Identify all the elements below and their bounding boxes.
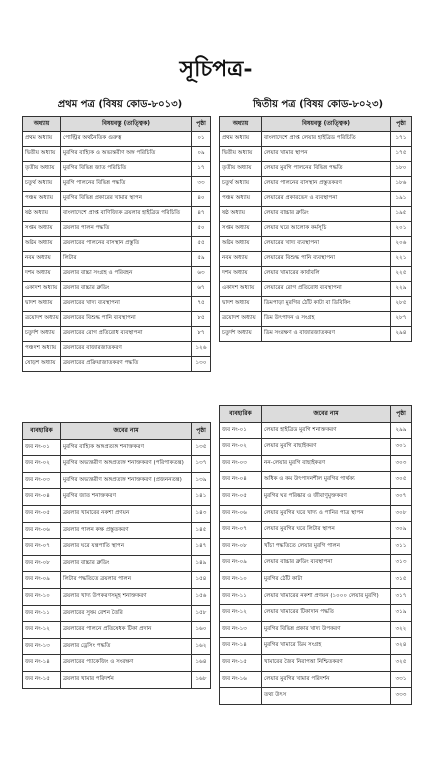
row-page: ১৩৭ [192, 456, 211, 473]
row-topic: লেয়ার বাচ্চার ব্রুডিং [262, 207, 391, 222]
row-page: ১৬৮ [192, 671, 211, 688]
row-topic: লেয়ার মুরগির ঘরে লিটার স্থাপন [262, 522, 391, 539]
row-topic: লেয়ার খামারের নকশা প্রণয়ন (১০০০ লেয়ার মুরগি) [262, 588, 391, 605]
row-page: ১৪৯ [192, 555, 211, 572]
row-topic: ব্রয়লারের বাজারজাতকরণ [61, 342, 192, 357]
row-chapter: জব নং-১৪ [220, 638, 262, 655]
row-topic: ডিম সংরক্ষণ ও বাজারজাতকরণ [262, 327, 391, 342]
paper1-heading: প্রথম পত্র (বিষয় কোড-৮০১৩) [57, 99, 183, 110]
table-row [220, 237, 412, 252]
table-row [23, 252, 211, 267]
row-page: ২৯৪ [391, 327, 412, 342]
row-page: ১৭৫ [391, 147, 412, 162]
row-topic: ব্রয়লার বাচ্চার ব্রুডিং [61, 555, 192, 572]
table-header-row [23, 117, 211, 132]
row-topic: ব্রয়লার ড্রেসিং পদ্ধতি [61, 638, 192, 655]
row-page: ৮৫ [192, 312, 211, 327]
table-row [23, 222, 211, 237]
row-topic: মুরগির ঘর পরিষ্কার ও জীবাণুমুক্তকরণ [262, 488, 391, 505]
row-chapter: দশম অধ্যায় [220, 267, 262, 282]
row-topic: ব্রয়লারের বিশুদ্ধ পানি ব্যবস্থাপনা [61, 312, 192, 327]
row-page: ২৮৫ [391, 297, 412, 312]
table-header-row [23, 423, 211, 440]
row-page: ৩১৩ [391, 555, 412, 572]
row-chapter [220, 688, 262, 705]
row-chapter: জব নং-১২ [220, 605, 262, 622]
row-page: ৩০৮ [391, 505, 412, 522]
table-row [220, 422, 412, 439]
paper1-practical-table [22, 422, 211, 689]
row-topic: মুরগি পালনের বিভিন্ন পদ্ধতি [61, 177, 192, 192]
row-page: ৩১১ [391, 538, 412, 555]
row-chapter: প্রথম অধ্যায় [23, 132, 61, 147]
row-chapter: একাদশ অধ্যায় [23, 282, 61, 297]
row-chapter: ষোড়শ অধ্যায় [23, 357, 61, 372]
row-topic: মুরগির ঠোঁট কাটা [262, 571, 391, 588]
column-header-page: পৃষ্ঠা [391, 406, 412, 423]
row-chapter: চতুর্দশ অধ্যায় [220, 327, 262, 342]
row-chapter: জব নং-০৭ [23, 539, 61, 556]
table-row [220, 132, 412, 147]
row-topic: মুরগির বিভিন্ন প্রকার খাদ্য উপকরণ [262, 621, 391, 638]
row-topic: ব্রয়লার পালন পদ্ধতি [61, 222, 192, 237]
row-page: ০৯ [192, 147, 211, 162]
row-page: ৬৩ [192, 267, 211, 282]
row-chapter: জব নং-০৩ [220, 455, 262, 472]
table-row [23, 671, 211, 688]
table-row [220, 297, 412, 312]
row-page: ৩২২ [391, 621, 412, 638]
row-page: ১৮৬ [391, 177, 412, 192]
table-row [23, 327, 211, 342]
row-chapter: জব নং-০৪ [220, 472, 262, 489]
row-chapter: জব নং-০৬ [220, 505, 262, 522]
row-chapter: জব নং-১৩ [220, 621, 262, 638]
row-chapter: জব নং-০৩ [23, 472, 61, 489]
row-topic: ব্রয়লার বাচ্চার ব্রুডিং [61, 282, 192, 297]
column-header-topic: জবের নাম [61, 423, 192, 440]
row-page: ৩০১ [391, 439, 412, 456]
row-topic: মুরগির অভ্যন্তরীণ অঙ্গপ্রত্যঙ্গ শনাক্তকরণ (পরিপাকতন্ত্র) [61, 456, 192, 473]
row-chapter: দ্বাদশ অধ্যায় [220, 297, 262, 312]
table-row [220, 267, 412, 282]
row-topic: মুরগির বিভিন্ন প্রকারের খামার স্থাপন [61, 192, 192, 207]
row-topic: মুরগির অভ্যন্তরীণ অঙ্গপ্রত্যঙ্গ শনাক্তকরণ (প্রজননতন্ত্র) [61, 472, 192, 489]
table-row [220, 488, 412, 505]
row-topic: ব্রয়লারের রোগ প্রতিরোধ ব্যবস্থাপনা [61, 327, 192, 342]
table-row [23, 522, 211, 539]
column-header-topic: জবের নাম [262, 406, 391, 423]
row-page: ২০১ [391, 222, 412, 237]
row-topic: নন-লেয়ার মুরগি বাছাইকরণ [262, 455, 391, 472]
row-topic: মুরগির বাহ্যিক অঙ্গপ্রত্যঙ্গ শনাক্তকরণ [61, 439, 192, 456]
paper2-heading: দ্বিতীয় পত্র (বিষয় কোড-৮০২৩) [252, 99, 384, 110]
table-row [220, 222, 412, 237]
page-title: সূচিপত্র- [179, 56, 253, 82]
row-page: ১৫৮ [192, 605, 211, 622]
row-page: ১৬০ [192, 622, 211, 639]
table-row [23, 297, 211, 312]
row-page: ২২৫ [391, 267, 412, 282]
table-row [23, 312, 211, 327]
row-chapter: জব নং-১৫ [23, 671, 61, 688]
row-chapter: সপ্তম অধ্যায় [220, 222, 262, 237]
row-page: ৫০ [192, 222, 211, 237]
table-row [220, 192, 412, 207]
row-chapter: তৃতীয় অধ্যায় [220, 162, 262, 177]
row-page: ৩০৯ [391, 522, 412, 539]
row-chapter: জব নং-১১ [220, 588, 262, 605]
row-page: ৩০৭ [391, 488, 412, 505]
row-chapter: জব নং-০২ [23, 456, 61, 473]
row-page: ১৬২ [192, 638, 211, 655]
row-chapter: জব নং-০৯ [220, 555, 262, 572]
row-chapter: জব নং-০৮ [23, 555, 61, 572]
table-header-row [220, 406, 412, 423]
row-chapter: জব নং-০৫ [23, 505, 61, 522]
column-header-chapter: ব্যবহারিক [23, 423, 61, 440]
row-chapter: জব নং-১৩ [23, 638, 61, 655]
row-page: ১৩৯ [192, 472, 211, 489]
row-topic: অধিক ও কম উৎপাদনশীল মুরগির পার্থক্য [262, 472, 391, 489]
row-topic: ব্রয়লারের পালনে প্রতিষেধক টিকা প্রদান [61, 622, 192, 639]
row-topic: ব্রয়লার পালন কক্ষ প্রস্তুতকরণ [61, 522, 192, 539]
table-row [23, 638, 211, 655]
row-topic: ব্রয়লারের প্রক্রিয়াজাতকরণ পদ্ধতি [61, 357, 192, 372]
row-topic: ডিম উৎপাদন ও সংগ্রহ [262, 312, 391, 327]
row-topic: লেয়ারের বিশুদ্ধ পানি ব্যবস্থাপনা [262, 252, 391, 267]
row-topic: লেয়ারের প্রকারভেদ ও ব্যবস্থাপনা [262, 192, 391, 207]
table-row [23, 472, 211, 489]
table-row [23, 162, 211, 177]
row-topic: ব্রয়লার খাদ্য উপকরণসমূহ শনাক্তকরণ [61, 588, 192, 605]
table-row [23, 622, 211, 639]
row-page: ০১ [192, 132, 211, 147]
table-row [220, 638, 412, 655]
table-row [220, 588, 412, 605]
row-chapter: অষ্টম অধ্যায় [220, 237, 262, 252]
row-topic: লিটার [61, 252, 192, 267]
table-row [23, 192, 211, 207]
row-topic: মুরগির বাহ্যিক ও অভ্যন্তরীণ অঙ্গ পরিচিতি [61, 147, 192, 162]
table-row [23, 572, 211, 589]
table-row [23, 177, 211, 192]
row-topic: লেয়ার মুরগি বাছাইকরণ [262, 439, 391, 456]
row-page: ১৪৫ [192, 522, 211, 539]
row-chapter: দ্বাদশ অধ্যায় [23, 297, 61, 312]
column-header-chapter: অধ্যায় [220, 117, 262, 132]
row-chapter: জব নং-০২ [220, 439, 262, 456]
table-row [23, 147, 211, 162]
row-page: ১৯১ [391, 192, 412, 207]
row-page: ২২৯ [391, 282, 412, 297]
table-row [23, 342, 211, 357]
row-topic: মুরগির জাত শনাক্তকরণ [61, 489, 192, 506]
row-topic: লেয়ার ঘরে আলোক কর্মসূচি [262, 222, 391, 237]
row-topic: ডিমপাড়া মুরগির ঠোঁট কাটা বা ডিবিকিং [262, 297, 391, 312]
table-row [220, 472, 412, 489]
row-page: ৩৩ [192, 177, 211, 192]
row-chapter: পঞ্চদশ অধ্যায় [23, 342, 61, 357]
table-header-row [220, 117, 412, 132]
row-topic: ব্রয়লার খামারের নকশা প্রণয়ন [61, 505, 192, 522]
table-row [220, 162, 412, 177]
row-chapter: একাদশ অধ্যায় [220, 282, 262, 297]
table-row [23, 588, 211, 605]
table-row [220, 312, 412, 327]
table-row [23, 555, 211, 572]
column-header-topic: বিষয়বস্তু (তাত্ত্বিক) [262, 117, 391, 132]
row-page: ১৭ [192, 162, 211, 177]
row-topic: লেয়ারের খাদ্য ব্যবস্থাপনা [262, 237, 391, 252]
row-chapter: চতুর্থ অধ্যায় [23, 177, 61, 192]
row-page: ৬৭ [192, 282, 211, 297]
column-header-page: পৃষ্ঠা [391, 117, 412, 132]
row-page: ১৩৫ [192, 439, 211, 456]
row-chapter: জব নং-০৫ [220, 488, 262, 505]
row-page: ১৭১ [391, 132, 412, 147]
row-topic: লেয়ার হাইব্রিড মুরগি শনাক্তকরণ [262, 422, 391, 439]
table-row [23, 132, 211, 147]
table-row [23, 489, 211, 506]
row-page: ২৮৭ [391, 312, 412, 327]
row-chapter: পঞ্চম অধ্যায় [23, 192, 61, 207]
row-page: ৩১৯ [391, 605, 412, 622]
table-row [23, 267, 211, 282]
row-chapter: সপ্তম অধ্যায় [23, 222, 61, 237]
table-row [220, 522, 412, 539]
row-chapter: জব নং-০৬ [23, 522, 61, 539]
row-chapter: জব নং-০৭ [220, 522, 262, 539]
table-row [23, 605, 211, 622]
row-page: ১৮০ [391, 162, 412, 177]
table-row [23, 357, 211, 372]
row-chapter: ষষ্ঠ অধ্যায় [220, 207, 262, 222]
table-row [220, 327, 412, 342]
table-row [23, 237, 211, 252]
table-row [220, 439, 412, 456]
row-page: ১৫৬ [192, 588, 211, 605]
row-chapter: জব নং-০৮ [220, 538, 262, 555]
row-chapter: জব নং-১০ [220, 571, 262, 588]
row-page: ৪০ [192, 192, 211, 207]
table-row [220, 505, 412, 522]
row-chapter: জব নং-১৪ [23, 655, 61, 672]
row-chapter: দ্বিতীয় অধ্যায় [220, 147, 262, 162]
row-topic: ব্রয়লার খামার পরিদর্শন [61, 671, 192, 688]
table-row [23, 539, 211, 556]
column-header-chapter: অধ্যায় [23, 117, 61, 132]
paper1-theory-table [22, 116, 211, 372]
row-chapter: দ্বিতীয় অধ্যায় [23, 147, 61, 162]
row-chapter: চতুর্থ অধ্যায় [220, 177, 262, 192]
row-chapter: জব নং-০১ [23, 439, 61, 456]
table-row [220, 282, 412, 297]
row-chapter: অষ্টম অধ্যায় [23, 237, 61, 252]
row-topic: লেয়ারের রোগ প্রতিরোধ ব্যবস্থাপনা [262, 282, 391, 297]
row-topic: লিটার পদ্ধতিতে ব্রয়লার পালন [61, 572, 192, 589]
paper2-theory-table [219, 116, 412, 342]
row-page: ৩১৫ [391, 571, 412, 588]
row-topic: বাংলাদেশে প্রাপ্ত বাণিজ্যিক ব্রয়লার হাইব্রিড পরিচিতি [61, 207, 192, 222]
row-page: ১৩০ [192, 357, 211, 372]
row-chapter: ষষ্ঠ অধ্যায় [23, 207, 61, 222]
row-page: ৩২৫ [391, 654, 412, 671]
row-chapter: পঞ্চম অধ্যায় [220, 192, 262, 207]
table-row [23, 655, 211, 672]
table-row [23, 456, 211, 473]
row-page: ১৪১ [192, 489, 211, 506]
row-topic: মুরগির বিভিন্ন জাত পরিচিতি [61, 162, 192, 177]
table-row [220, 621, 412, 638]
table-row [220, 555, 412, 572]
row-page: ৩২৪ [391, 638, 412, 655]
column-header-chapter: ব্যবহারিক [220, 406, 262, 423]
row-page: ১৪৭ [192, 539, 211, 556]
column-header-page: পৃষ্ঠা [192, 117, 211, 132]
row-topic: লেয়ার খামারের টিকাদান পদ্ধতি [262, 605, 391, 622]
row-topic: লেয়ার মুরগি পালনের বিভিন্ন পদ্ধতি [262, 162, 391, 177]
row-chapter: ত্রয়োদশ অধ্যায় [220, 312, 262, 327]
row-topic: লেয়ার মুরগির ঘরে খাদ্য ও পানির পাত্র স্থাপন [262, 505, 391, 522]
row-page: ২০৬ [391, 237, 412, 252]
table-row [220, 654, 412, 671]
row-chapter: নবম অধ্যায় [220, 252, 262, 267]
table-row [220, 177, 412, 192]
row-chapter: জব নং-১১ [23, 605, 61, 622]
row-page: ২২১ [391, 252, 412, 267]
row-topic: ব্রয়লার বাচ্চা সংগ্রহ ও পরিবহন [61, 267, 192, 282]
row-page: ২৯৯ [391, 422, 412, 439]
row-topic: লেয়ার পালনের বাসস্থান প্রস্তুতকরণ [262, 177, 391, 192]
row-chapter: দশম অধ্যায় [23, 267, 61, 282]
row-page: ৩৩১ [391, 671, 412, 688]
row-topic: লেয়ার খামার স্থাপন [262, 147, 391, 162]
row-topic: ব্রয়লারের পালনের বাসস্থান প্রস্তুতি [61, 237, 192, 252]
row-topic: ব্রয়লারের খাদ্য ব্যবস্থাপনা [61, 297, 192, 312]
row-topic: ব্রয়লারের সুষম রেশন তৈরি [61, 605, 192, 622]
row-topic: তথ্য উৎস [262, 688, 391, 705]
table-row [220, 671, 412, 688]
row-page: ১৬৪ [192, 655, 211, 672]
row-topic: পোল্ট্রির অর্থনৈতিক গুরুত্ব [61, 132, 192, 147]
row-page: ৩০৩ [391, 455, 412, 472]
row-chapter: জব নং-০৪ [23, 489, 61, 506]
row-chapter: জব নং-১০ [23, 588, 61, 605]
row-chapter: জব নং-১৫ [220, 654, 262, 671]
row-chapter: তৃতীয় অধ্যায় [23, 162, 61, 177]
row-topic: বাংলাদেশে প্রাপ্ত লেয়ার হাইব্রিড পরিচিতি [262, 132, 391, 147]
row-page: ১৫৪ [192, 572, 211, 589]
row-chapter: জব নং-০১ [220, 422, 262, 439]
table-row [23, 505, 211, 522]
row-page: ১৪৩ [192, 505, 211, 522]
table-row [220, 455, 412, 472]
row-topic: ব্রয়লার ঘরে যন্ত্রপাতি স্থাপন [61, 539, 192, 556]
row-chapter: জব নং-১৬ [220, 671, 262, 688]
row-chapter: চতুর্দশ অধ্যায় [23, 327, 61, 342]
table-row [23, 282, 211, 297]
table-row [220, 207, 412, 222]
column-header-topic: বিষয়বস্তু (তাত্ত্বিক) [61, 117, 192, 132]
table-row [220, 605, 412, 622]
row-chapter: জব নং-০৯ [23, 572, 61, 589]
paper2-practical-table [219, 405, 412, 705]
table-row [220, 147, 412, 162]
row-chapter: ত্রয়োদশ অধ্যায় [23, 312, 61, 327]
row-topic: মুরগির খামারে ডিম সংগ্রহ [262, 638, 391, 655]
table-row [23, 439, 211, 456]
row-page: ১৯৫ [391, 207, 412, 222]
table-row [220, 538, 412, 555]
row-page: ৫৯ [192, 252, 211, 267]
table-row [220, 571, 412, 588]
row-topic: লেয়ার মুরগির খামার পরিদর্শন [262, 671, 391, 688]
row-page: ৪৭ [192, 207, 211, 222]
row-topic: লেয়ার বাচ্চার ব্রুডিং ব্যবস্থাপনা [262, 555, 391, 572]
row-page: ৫৫ [192, 237, 211, 252]
table-row [220, 252, 412, 267]
column-header-page: পৃষ্ঠা [192, 423, 211, 440]
row-topic: লেয়ার খামারের কার্যাবলি [262, 267, 391, 282]
row-chapter: নবম অধ্যায় [23, 252, 61, 267]
row-page: ৮৭ [192, 327, 211, 342]
row-page: ৩০৫ [391, 472, 412, 489]
table-row [220, 688, 412, 705]
row-topic: খামারের জৈব নিরাপত্তা নিশ্চিতকরণ [262, 654, 391, 671]
row-page: ৩১৭ [391, 588, 412, 605]
row-chapter: জব নং-১২ [23, 622, 61, 639]
row-chapter: প্রথম অধ্যায় [220, 132, 262, 147]
row-page: ১২৬ [192, 342, 211, 357]
row-topic: খাঁচা পদ্ধতিতে লেয়ার মুরগি পালন [262, 538, 391, 555]
row-page: ৭৫ [192, 297, 211, 312]
table-row [23, 207, 211, 222]
row-topic: ব্রয়লারের প্যাকেজিং ও সংরক্ষণ [61, 655, 192, 672]
row-page: ৩৩৩ [391, 688, 412, 705]
